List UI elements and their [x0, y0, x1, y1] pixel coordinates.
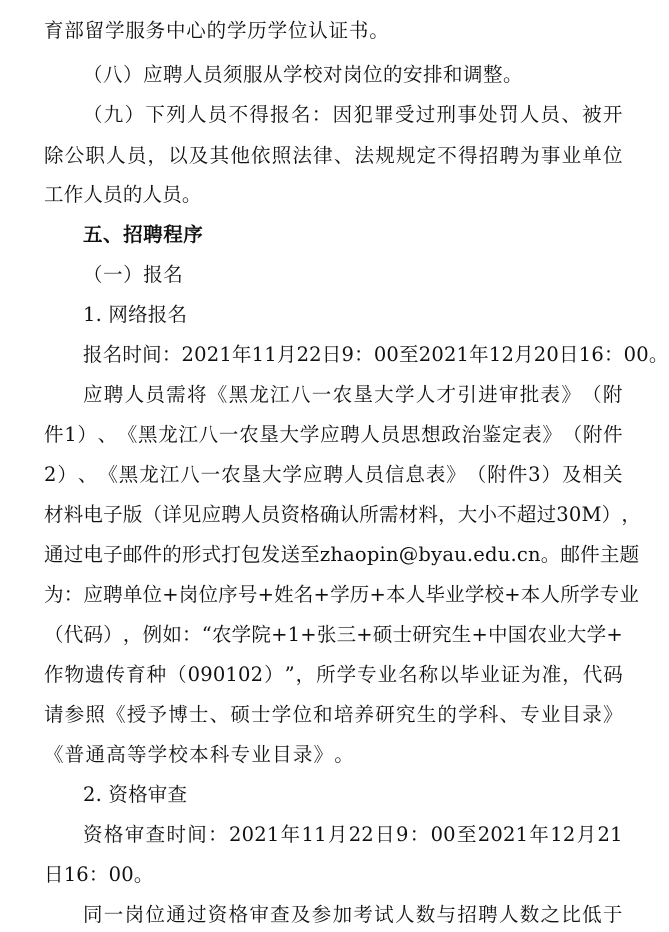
- text-line-19: 《 普 通 高 等 学 校 本 科 专 业 目 录 》 。: [44, 743, 354, 766]
- text-line-2: （ 八 ） 应 聘 人 员 须 服 从 学 校 对 岗 位 的 安 排 和 调 整 。: [83, 63, 523, 86]
- text-line-16: （ 代 码 ） ， 例 如 ： “ 农 学 院 + 1 + 张 三 + 硕 士 研 究 生 + 中 国 农 业 大 学 +: [44, 623, 623, 646]
- text-line-15: 为 ： 应 聘 单 位 + 岗 位 序 号 + 姓 名 + 学 历 + 本 人 毕 业 学 校 + 本 人 所 学 专 业: [44, 583, 640, 606]
- item-heading-2: 2. 资格审查: [83, 783, 188, 806]
- text-line-22: 日16：00。: [44, 863, 154, 886]
- text-line-12: 2 ） 、 《 黑 龙 江 八 一 农 垦 大 学 应 聘 人 员 信 息 表 》 （ 附 件 3 ） 及 相 关: [44, 463, 623, 486]
- text-line-3: （ 九 ） 下 列 人 员 不 得 报 名 ： 因 犯 罪 受 过 刑 事 处 罚 人 员 、 被 开: [83, 103, 623, 126]
- text-line-9: 报 名 时 间 ： 2021 年 11 月 22 日 9 ： 00 至 2021 年 12 月 20 日 16 ： 00 。: [83, 343, 669, 366]
- text-line-1: 育 部 留 学 服 务 中 心 的 学 历 学 位 认 证 书 。: [44, 19, 389, 42]
- text-line-17: 作 物 遗 传 育 种 （ 090102 ） ” ， 所 学 专 业 名 称 以 毕 业 证 为 准 ， 代 码: [44, 663, 623, 686]
- text-line-23: 同 一 岗 位 通 过 资 格 审 查 及 参 加 考 试 人 数 与 招 聘 人 数 之 比 低 于: [83, 903, 623, 926]
- item-heading-1: 1. 网络报名: [83, 303, 188, 326]
- text-line-14: 通 过 电 子 邮 件 的 形 式 打 包 发 送 至 zhaopin@byau.edu.cn 。 邮 件 主 题: [44, 543, 640, 566]
- text-line-5: 工 作 人 员 的 人 员 。: [44, 183, 202, 206]
- text-line-11: 件 1 ） 、 《 黑 龙 江 八 一 农 垦 大 学 应 聘 人 员 思 想 政 治 鉴 定 表 》 （ 附 件: [44, 423, 623, 446]
- text-line-4: 除 公 职 人 员 ， 以 及 其 他 依 照 法 律 、 法 规 规 定 不 得 招 聘 为 事 业 单 位: [44, 144, 623, 167]
- subsection-heading: （ 一 ） 报 名: [83, 263, 183, 286]
- text-line-10: 应 聘 人 员 需 将 《 黑 龙 江 八 一 农 垦 大 学 人 才 引 进 审 批 表 》 （ 附: [83, 383, 623, 406]
- text-line-13: 材 料 电 子 版 （ 详 见 应 聘 人 员 资 格 确 认 所 需 材 料 ， 大 小 不 超 过 30M ） ，: [44, 503, 642, 526]
- section-heading: 五 、 招 聘 程 序: [83, 223, 203, 246]
- text-line-18: 请 参 照 《 授 予 博 士 、 硕 士 学 位 和 培 养 研 究 生 的 学 科 、 专 业 目 录 》: [44, 703, 623, 726]
- text-line-21: 资 格 审 查 时 间 ： 2021 年 11 月 22 日 9 ： 00 至 2021 年 12 月 21: [83, 823, 623, 846]
